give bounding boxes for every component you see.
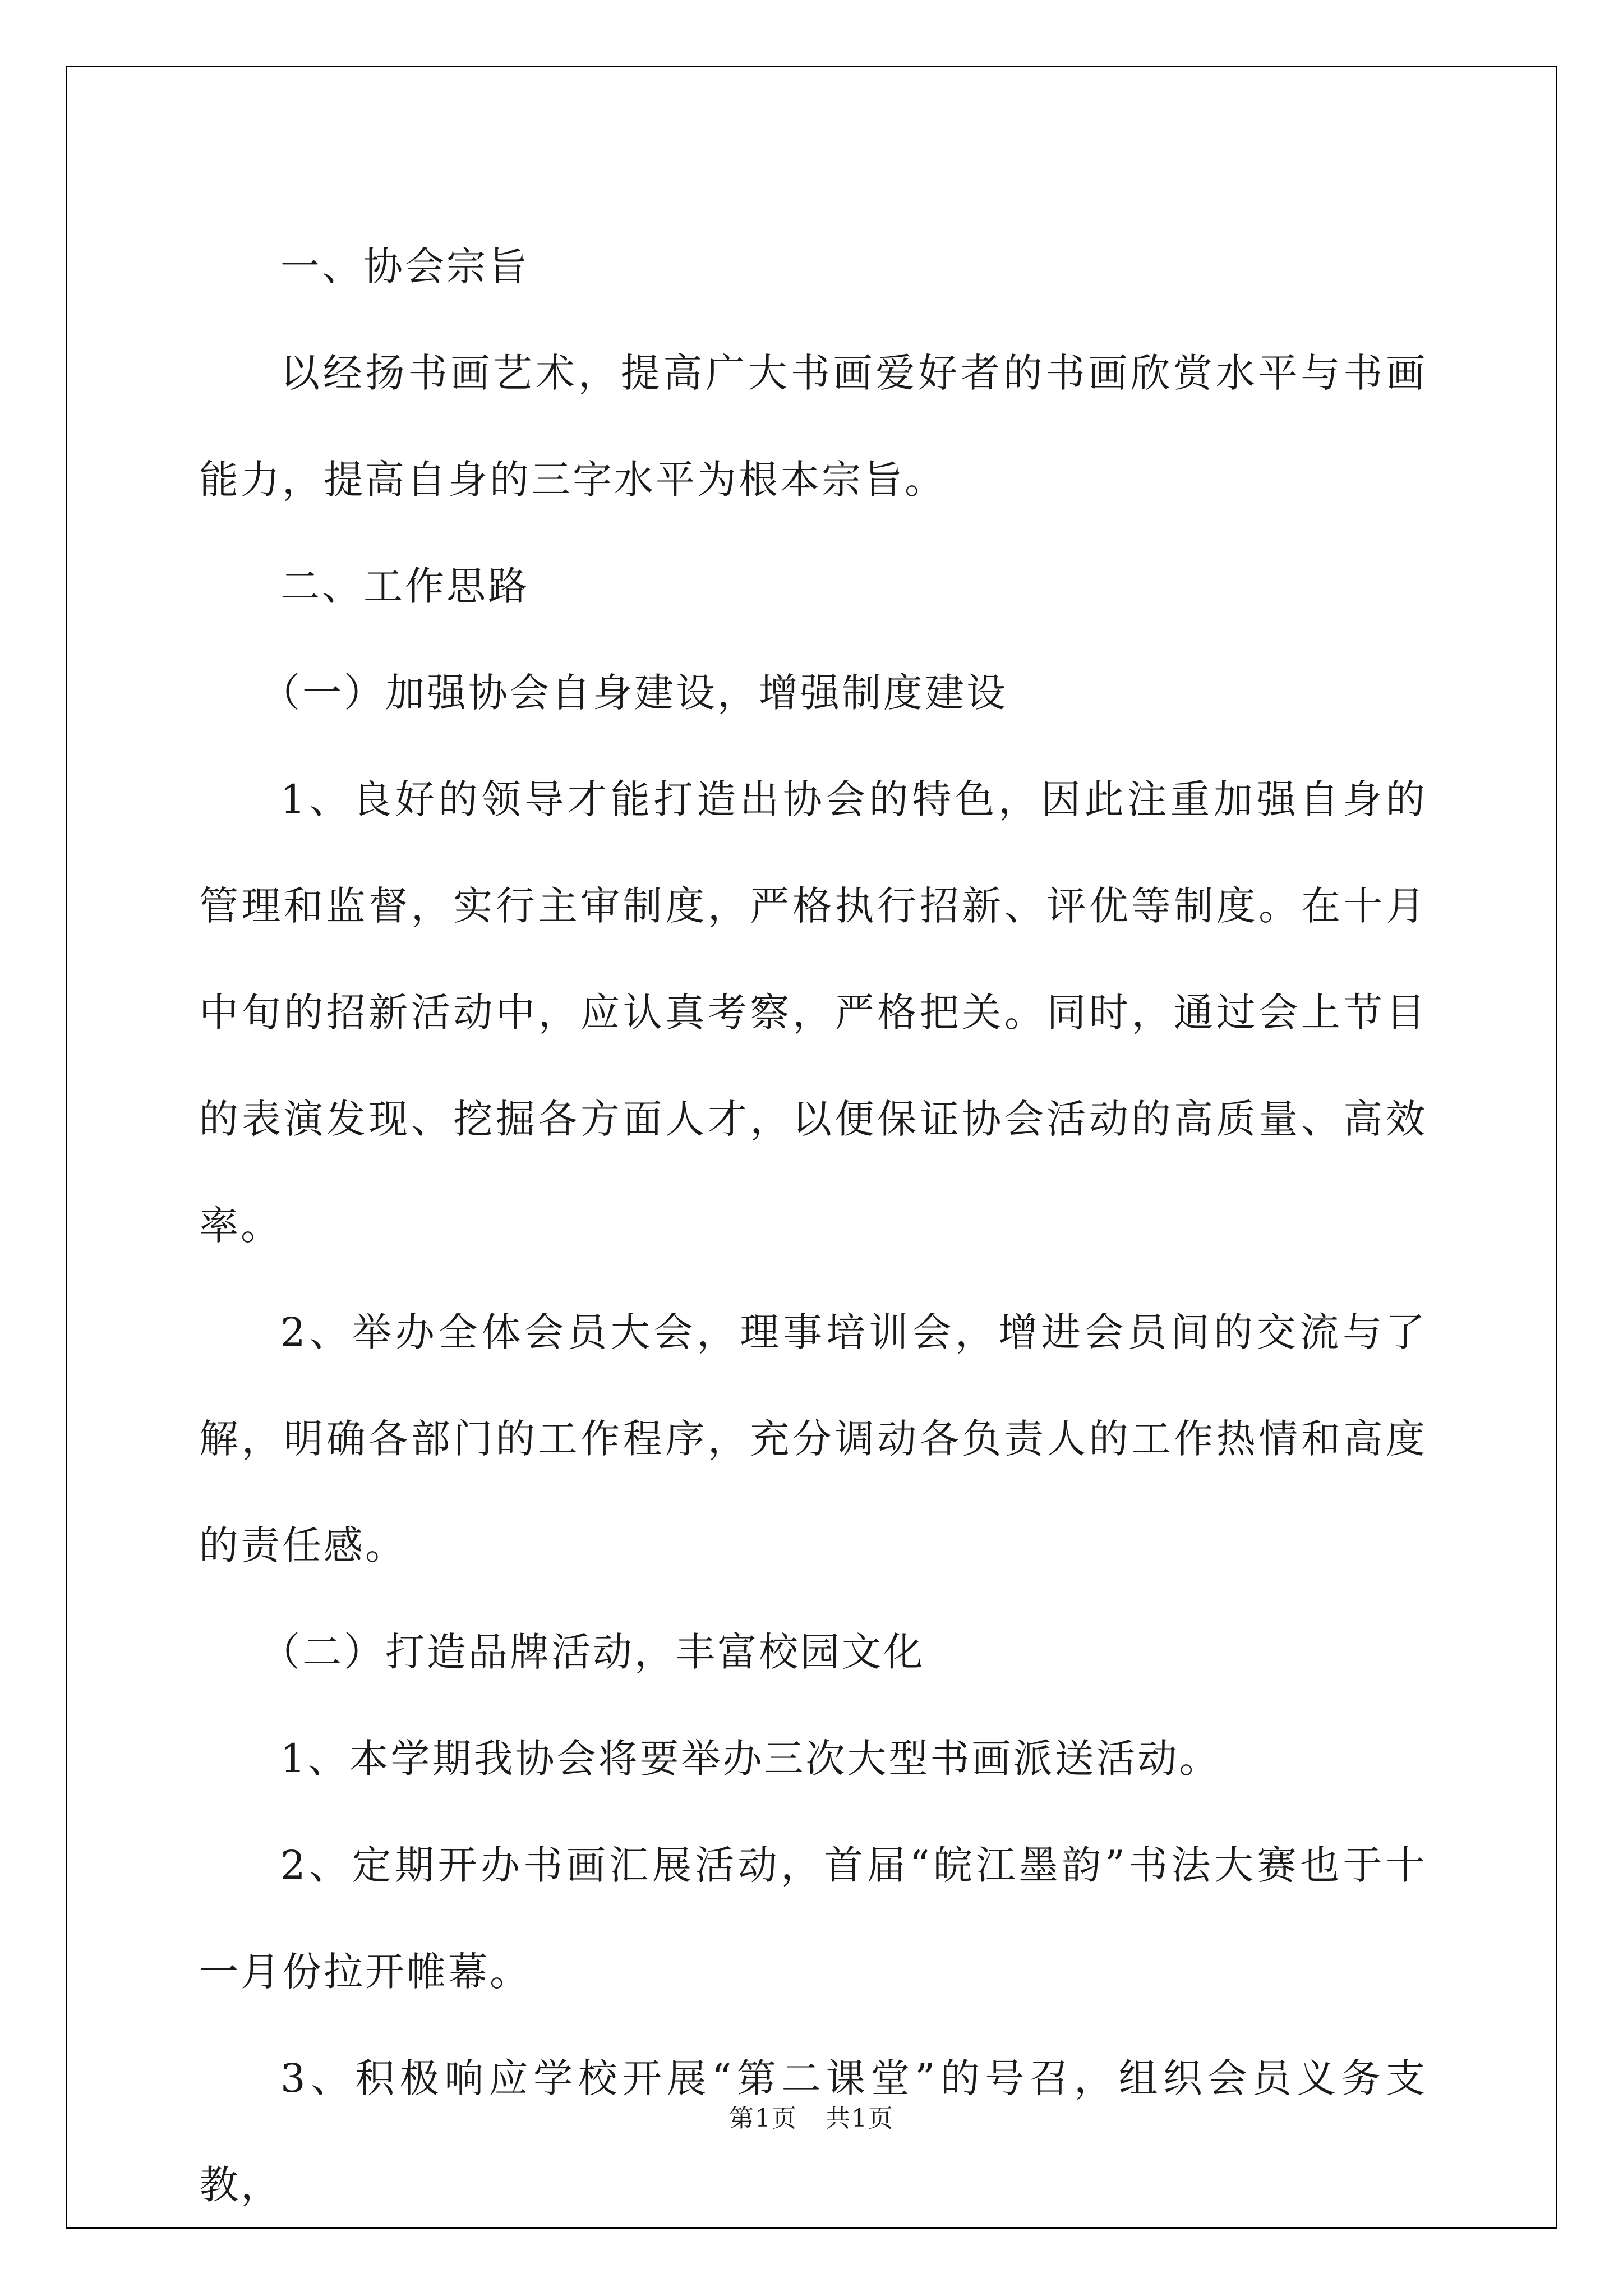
paragraph-item-5: 3、积极响应学校开展“第二课堂”的号召，组织会员义务支教， (199, 2055, 1427, 2208)
section-heading-2: 二、工作思路 (280, 563, 529, 609)
paragraph-item-4: 2、定期开办书画汇展活动，首届“皖江墨韵”书法大赛也于十一月份拉开帷幕。 (199, 1842, 1427, 1995)
page-total: 共1页 (826, 2104, 894, 2133)
page-number: 第1页 (729, 2104, 797, 2133)
subsection-heading-2: （二）打造品牌活动，丰富校园文化 (261, 1629, 925, 1675)
section-heading-1: 一、协会宗旨 (280, 243, 529, 289)
document-body (199, 213, 1427, 2238)
paragraph-item-2: 2、举办全体会员大会，理事培训会，增进会员间的交流与了解，明确各部门的工作程序，充分调动各负责人的工作热情和高度的责任感。 (199, 1309, 1427, 1568)
paragraph-purpose: 以经扬书画艺术，提高广大书画爱好者的书画欣赏水平与书画能力，提高自身的三字水平为根本宗旨。 (199, 350, 1427, 503)
subsection-heading-1: （一）加强协会自身建设，增强制度建设 (261, 670, 1008, 716)
page-footer (0, 2098, 1623, 2134)
paragraph-item-1: 1、良好的领导才能打造出协会的特色，因此注重加强自身的管理和监督，实行主审制度，严格执行招新、评优等制度。在十月中旬的招新活动中，应认真考察，严格把关。同时，通过会上节目的表演发现、挖掘各方面人才，以便保证协会活动的高质量、高效率。 (199, 776, 1427, 1249)
paragraph-item-3: 1、本学期我协会将要举办三次大型书画派送活动。 (280, 1736, 1221, 1782)
